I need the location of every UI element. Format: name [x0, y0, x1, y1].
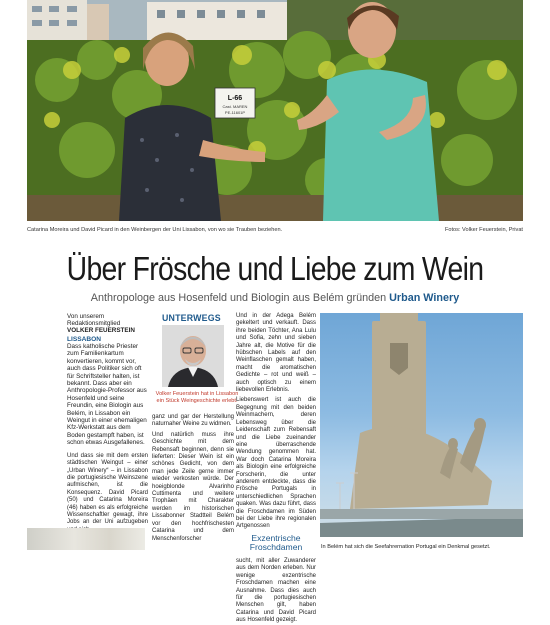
- portrait-icon: [162, 325, 224, 387]
- photo-credit: Fotos: Volker Feuerstein, Privat: [444, 227, 523, 233]
- article-column-3: [236, 313, 316, 624]
- dateline: LISSABON: [67, 335, 102, 343]
- monument-photo: [320, 313, 523, 537]
- intertitle: Exzentrische Froschdamen: [249, 532, 303, 553]
- hero-photo: [27, 0, 523, 221]
- sign-text-2: Cast. MAREN: [222, 104, 248, 109]
- section-kicker: UNTERWEGS: [162, 313, 221, 323]
- paragraph: Und in der Adega Belém gekeltert und verkauft. Dass ihre beiden Töchter, Ana Lulu und Sofia, zehn und sieben Jahre alt, die Motive für die hübschen Labels auf den Weinflaschen gemalt haben, macht die aromatischen Gedichte – rot und weiß – auch optisch zu einem liebevollen Erlebnis.: [236, 313, 316, 394]
- monument-illustration: [320, 313, 523, 537]
- author-portrait: [162, 325, 224, 387]
- paragraph: Liebenswert ist auch die Begegnung mit den beiden Weinmachern, deren Lebensweg über die Leidenschaft zum Rebensaft und die Liebe zueinander eine überraschende Wendung genommen hat. War doch Catarina Moreira als Biologin eine erfolgreiche Forscherin, die unter anderem entdeckte, dass die Frösche Portugals in unterschiedlichen Sprachen quaken. Was dazu führt, dass die Froschdamen im Süden bei der Liebe ihre regionalen Artgenossen: [236, 397, 316, 530]
- sign-text-3: PE-11601P: [224, 110, 246, 115]
- subhead-brand: Urban Winery: [389, 292, 460, 304]
- article-column-1: [67, 313, 148, 550]
- hero-caption-row: [27, 227, 523, 237]
- paragraph: Und dass sie mit dem ersten städtischen Weingut – einer „Urban Winery“ – in Lissabon die portugiesische Weinszene aufmischen, ist die Konsequenz. David Picard (50) und Catarina Moreira (46) haben es als erfolgreiche Wissenschaftler gewagt, ihre Jobs an der Uni aufzugeben: [67, 452, 148, 526]
- monument-caption: In Belém hat sich die Seefahrernation Portugal ein Denkmal gesetzt.: [321, 544, 491, 550]
- headline: Über Frösche und Liebe zum Wein: [66, 250, 484, 287]
- vineyard-illustration: [27, 0, 523, 221]
- portrait-caption: Volker Feuerstein hat in Lissabon ein Stück Weingeschichte erlebt.: [155, 391, 239, 404]
- byline-line1: Von unserem: [67, 313, 105, 320]
- article-column-2: [152, 414, 234, 550]
- hero-caption: Catarina Moreira und David Picard in den Weinbergen der Uni Lissabon, von wo sie Trauben beziehen.: [27, 227, 283, 233]
- bottom-photo: [27, 528, 145, 550]
- subheadline: [0, 292, 550, 304]
- sign-text-1: L-66: [227, 95, 243, 102]
- byline-line2: Redaktionsmitglied: [67, 320, 121, 328]
- lead-paragraph: Dass katholische Priester zum Familienkartum konvertieren, kommt vor, auch dass Politiker sich oft für Schriftsteller halten, ist bekannt. Dass aber ein Anthropologie-Professor aus Hosenfeld und seine Freundin, eine Biologin aus Belém, in Lissabon ein Weingut in einer ehemaligen Kfz-Werkstatt aus dem Boden gestampft haben, ist schon etwas Ausgefallenes.: [67, 343, 147, 447]
- paragraph: ganz und gar der Herstellung naturnaher Weine zu widmen.: [152, 414, 234, 428]
- subhead-text: Anthropologe aus Hosenfeld und Biologin aus Belém gründen: [90, 292, 387, 304]
- byline-author: VOLKER FEUERSTEIN: [67, 327, 135, 335]
- paragraph: sucht, mit aller Zuwanderer aus dem Norden erleben. Nur wenige exzentrische Froschdamen machen eine Ausnahme. Dass dies auch für die portugiesischen Menschen gilt, haben Catarina und David Picard aus Hosenfeld gezeigt.: [236, 557, 316, 624]
- paragraph: Und natürlich muss ihre Geschichte mit dem Rebensaft beginnen, denn sie lieferten: Dieser Wein ist ein schönes Gedicht, von dem man jede Zeile gerne immer wieder verkosten würde. Der hoeigblonde Alvarinho Cuttimenta und weitere Trophäen mit Charakter werden im historischen Lissabonner Stadtteil Belém vor den hochfrischesten Catarina und dem Menschenforscher: [152, 431, 234, 542]
